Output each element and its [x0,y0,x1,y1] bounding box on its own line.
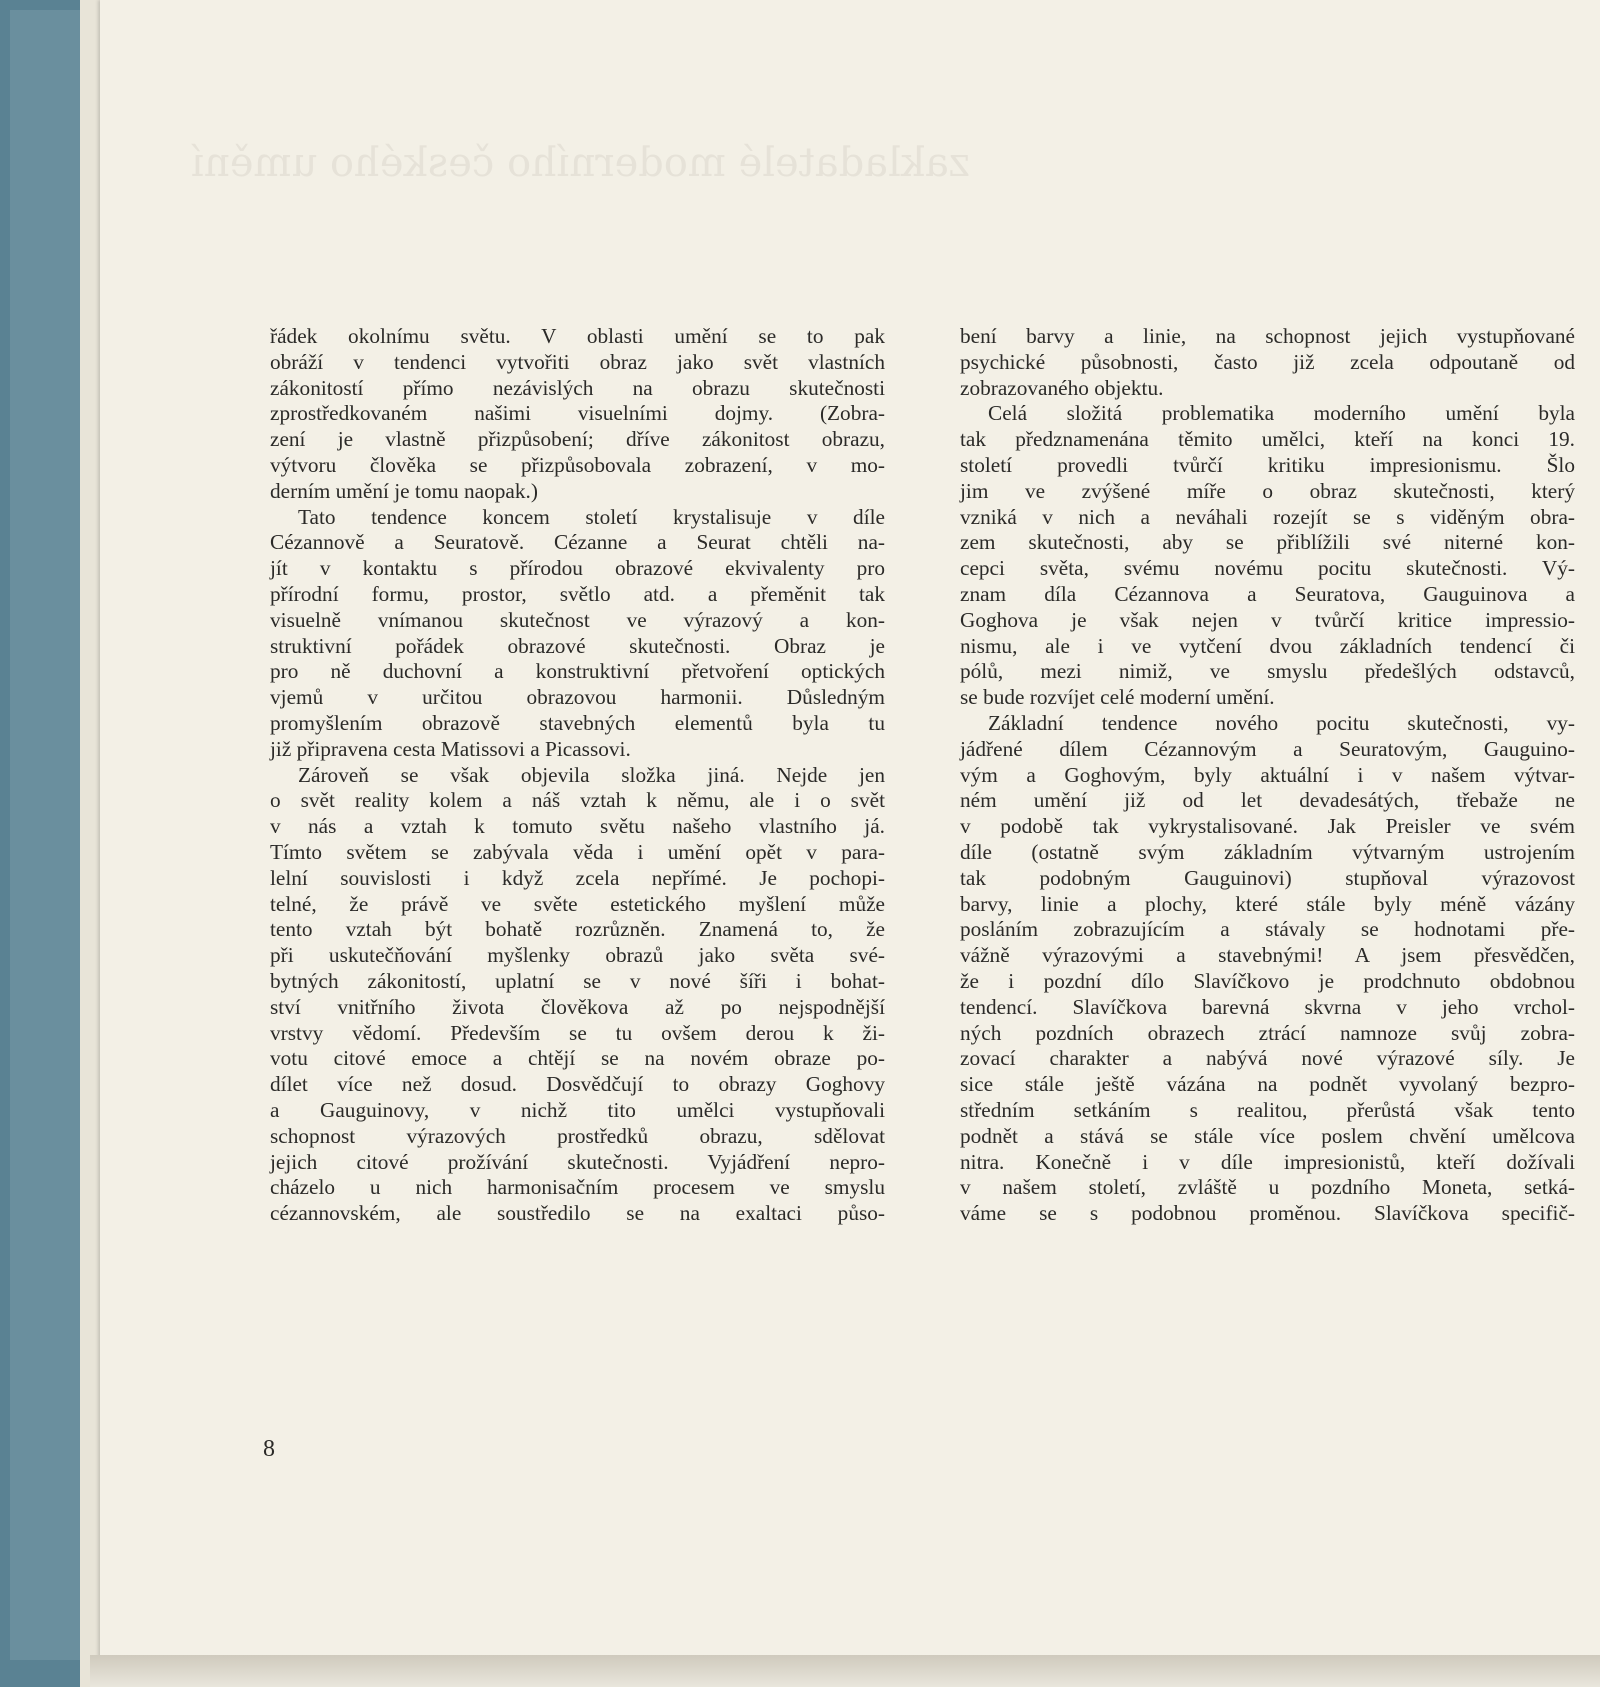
text-line: století provedli tvůrčí kritiku impresionismu. Šlo [960,452,1575,477]
text-line: přírodní formu, prostor, světlo atd. a přeměnit tak [270,581,885,606]
text-line: cepci světa, svému novému pocitu skutečnosti. Vý- [960,556,1575,581]
text-line: ném umění již od let devadesátých, třebaže ne [960,788,1575,813]
text-line: bení barvy a linie, na schopnost jejich vystupňované [960,324,1575,348]
text-line: vjemů v určitou obrazovou harmonii. Důsledným [270,685,885,710]
text-column-left [270,324,885,1227]
page-bottom-shadow [90,1655,1600,1687]
text-line: cházelo u nich harmonisačním procesem ve smyslu [270,1175,885,1200]
book-cover-inner [10,10,88,1660]
text-line: Zároveň se však objevila složka jiná. Nejde jen [298,762,885,787]
text-line: zobrazovaného objektu. [960,375,1164,400]
text-line: zprostředkovaném našimi visuelními dojmy. (Zobra- [270,401,885,426]
text-line: bytných zákonitostí, uplatní se v nové šíři i bohat- [270,968,885,993]
text-line: Celá složitá problematika moderního umění byla [988,401,1575,426]
text-line: psychické působnosti, často již zcela odpoutaně od [960,349,1575,374]
text-line: barvy, linie a plochy, které stále byly méně vázány [960,891,1575,916]
text-line: tak podobným Gauguinovi) stupňoval výrazovost [960,865,1575,890]
text-line: posláním zobrazujícím a stávaly se hodnotami pře- [960,917,1575,942]
text-line: jádřené dílem Cézannovým a Seuratovým, Gauguino- [960,736,1575,761]
text-line: zení je vlastně přizpůsobení; dříve zákonitost obrazu, [270,427,885,452]
text-line: že i pozdní dílo Slavíčkovo je prodchnuto obdobnou [960,968,1575,993]
text-line: vým a Goghovým, byly aktuální i v našem výtvar- [960,762,1575,787]
show-through-title: zakladatelé moderního českého umění [191,140,970,186]
text-line: znam díla Cézannova a Seuratova, Gauguinova a [960,581,1575,606]
text-line: vzniká v nich a neváhali rozejít se s viděným obra- [960,504,1575,529]
text-line: vrstvy vědomí. Především se tu ovšem derou k ži- [270,1020,885,1045]
text-line: telné, že právě ve světe estetického myšlení může [270,891,885,916]
text-line: vážně výrazovými a stavebnými! A jsem přesvědčen, [960,943,1575,968]
text-line: Goghova je však nejen v tvůrčí kritice impressio- [960,607,1575,632]
text-line: při uskutečňování myšlenky obrazů jako světa své- [270,943,885,968]
text-line: v našem století, zvláště u pozdního Moneta, setká- [960,1175,1575,1200]
book-cover-edge [0,0,92,1687]
text-line: středním setkáním s realitou, přerůstá však tento [960,1097,1575,1122]
text-line: dílet více než dosud. Dosvědčují to obrazy Goghovy [270,1072,885,1097]
text-line: tendencí. Slavíčkova barevná skvrna v jeho vrchol- [960,994,1575,1019]
text-line: ství vnitřního života člověkova až po nejspodnější [270,994,885,1019]
text-line: podnět a stává se stále více poslem chvění umělcova [960,1123,1575,1148]
text-line: se bude rozvíjet celé moderní umění. [960,685,1275,710]
text-line: zákonitostí přímo nezávislých na obrazu skutečnosti [270,375,885,400]
page-number: 8 [263,1436,275,1462]
text-line: jít v kontaktu s přírodou obrazové ekvivalenty pro [270,556,885,581]
text-line: v podobě tak vykrystalisované. Jak Preisler ve svém [960,814,1575,839]
text-line: o svět reality kolem a náš vztah k němu, ale i o svět [270,788,885,813]
text-line: ných pozdních obrazech ztrácí namnoze svůj zobra- [960,1020,1575,1045]
text-line: lelní souvislosti i když zcela nepřímé. Je pochopi- [270,865,885,890]
text-line: obráží v tendenci vytvořiti obraz jako svět vlastních [270,349,885,374]
text-line: sice stále ještě vázána na podnět vyvolaný bezpro- [960,1072,1575,1097]
text-line: váme se s podobnou proměnou. Slavíčkova specifič- [960,1201,1575,1226]
text-line: visuelně vnímanou skutečnost ve výrazový a kon- [270,607,885,632]
text-line: jim ve zvýšené míře o obraz skutečnosti, který [960,478,1575,503]
text-line: tento vztah být bohatě rozrůzněn. Znamená to, že [270,917,885,942]
text-line: pólů, mezi nimiž, ve smyslu předešlých odstavců, [960,659,1575,684]
text-line: Tímto světem se zabývala věda i umění opět v para- [270,839,885,864]
text-line: výtvoru člověka se přizpůsobovala zobrazení, v mo- [270,452,885,477]
text-line: Tato tendence koncem století krystalisuje v díle [298,504,885,529]
text-line: derním umění je tomu naopak.) [270,478,538,503]
text-line: schopnost výrazových prostředků obrazu, sdělovat [270,1123,885,1148]
text-line: nitra. Konečně i v díle impresionistů, kteří dožívali [960,1149,1575,1174]
text-line: díle (ostatně svým základním výtvarným ustrojením [960,839,1575,864]
text-line: jejich citové prožívání skutečnosti. Vyjádření nepro- [270,1149,885,1174]
text-line: cézannovském, ale soustředilo se na exaltaci půso- [270,1201,885,1226]
text-line: v nás a vztah k tomuto světu našeho vlastního já. [270,814,885,839]
text-line: Cézannově a Seuratově. Cézanne a Seurat chtěli na- [270,530,885,555]
text-line: tak předznamenána těmito umělci, kteří na konci 19. [960,427,1575,452]
text-line: již připravena cesta Matissovi a Picassovi. [270,736,631,761]
text-line: votu citové emoce a chtějí se na novém obraze po- [270,1046,885,1071]
text-line: promyšlením obrazově stavebných elementů byla tu [270,710,885,735]
text-line: řádek okolnímu světu. V oblasti umění se to pak [270,324,885,348]
text-column-right [960,324,1575,1227]
text-line: Základní tendence nového pocitu skutečnosti, vy- [988,710,1575,735]
text-line: struktivní pořádek obrazové skutečnosti. Obraz je [270,633,885,658]
text-line: pro ně duchovní a konstruktivní přetvoření optických [270,659,885,684]
text-line: zem skutečnosti, aby se přiblížili své niterné kon- [960,530,1575,555]
text-line: zovací charakter a nabývá nové výrazové síly. Je [960,1046,1575,1071]
text-line: nismu, ale i ve vytčení dvou základních tendencí či [960,633,1575,658]
text-line: a Gauguinovy, v nichž tito umělci vystupňovali [270,1097,885,1122]
